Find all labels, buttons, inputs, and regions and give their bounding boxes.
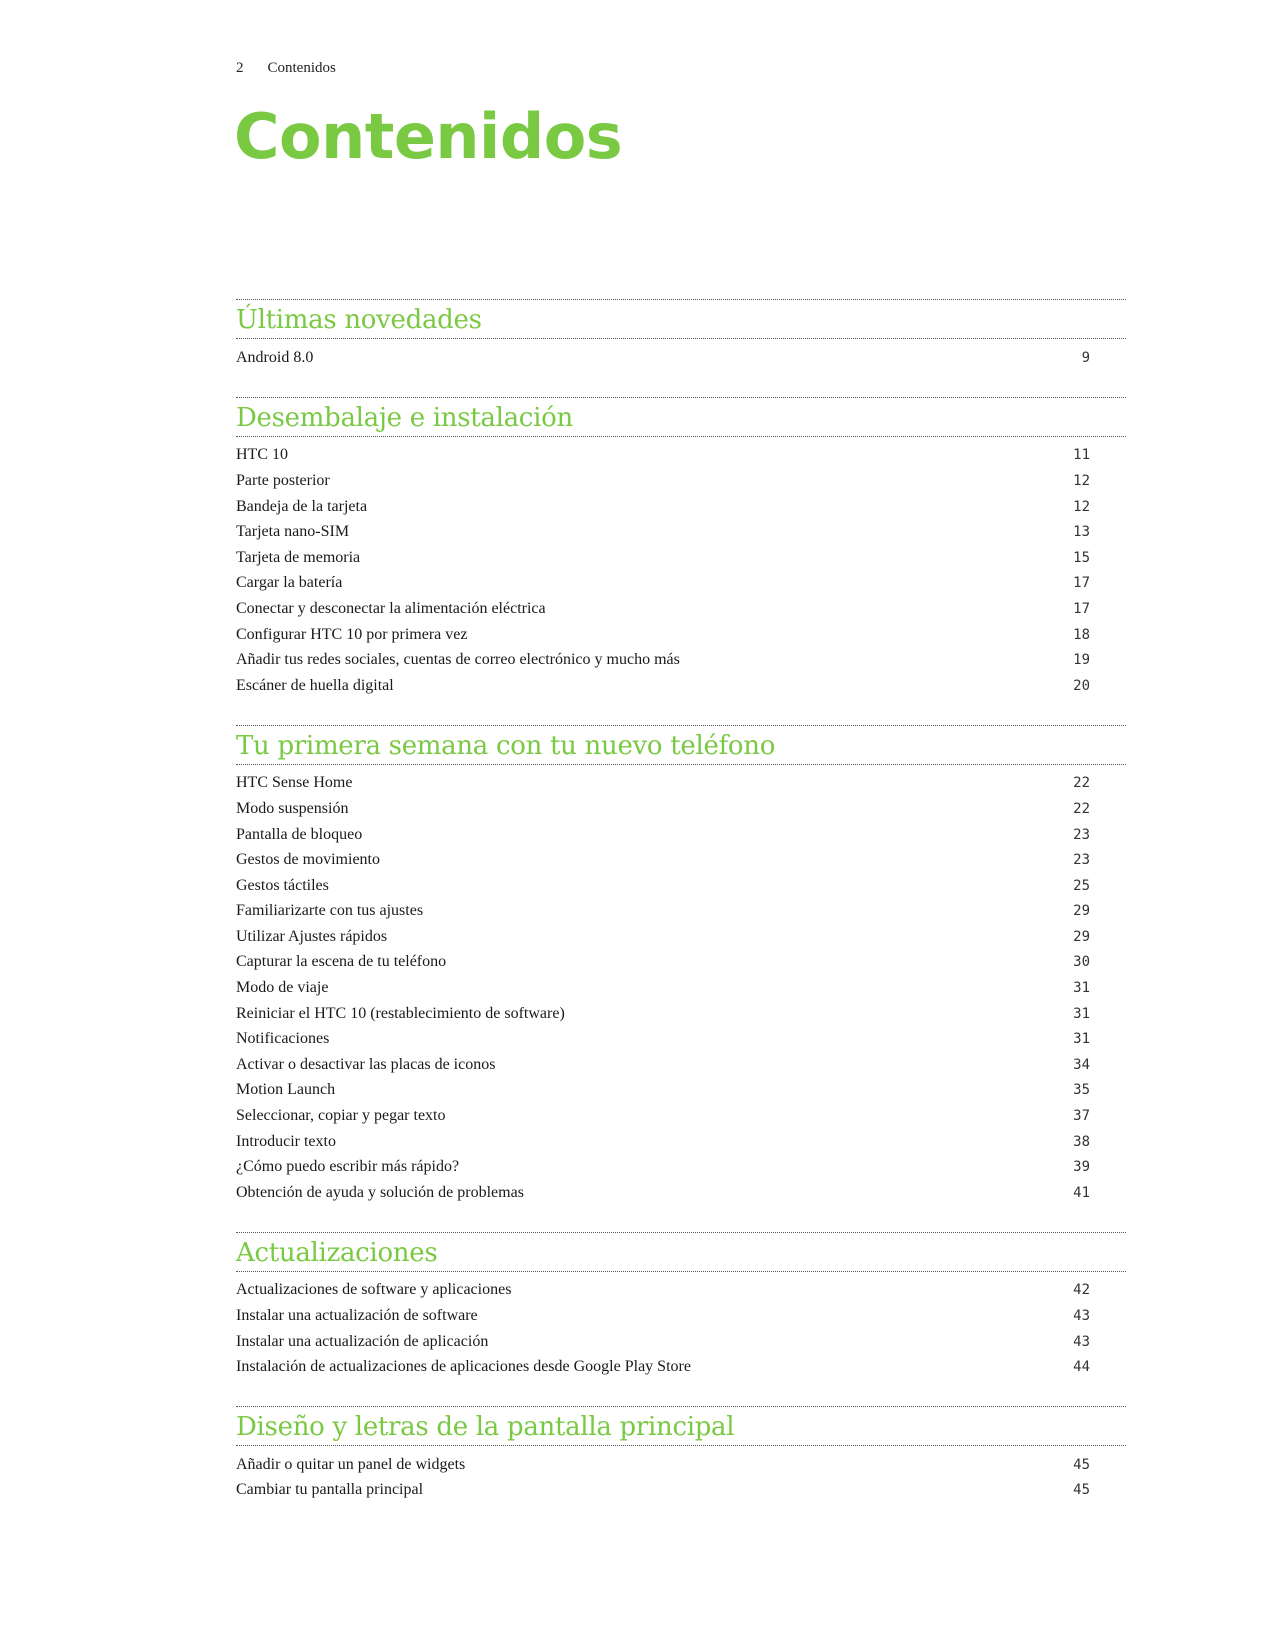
toc-entry-label: Añadir o quitar un panel de widgets: [236, 1455, 466, 1473]
toc-entry-label: Actualizaciones de software y aplicaciones: [236, 1281, 512, 1299]
toc-entry-page-number: 17: [1073, 575, 1090, 592]
toc-entry-page-number: 18: [1073, 626, 1090, 643]
toc-entry-page-number: 45: [1073, 1482, 1090, 1499]
toc-entry-page-number: 41: [1073, 1184, 1090, 1201]
toc-entry[interactable]: [236, 1452, 1126, 1478]
toc-entry[interactable]: [236, 647, 1126, 673]
toc-entry-label: Bandeja de la tarjeta: [236, 497, 368, 515]
toc-section-header: [236, 299, 1126, 339]
toc-entry-page-number: 38: [1073, 1133, 1090, 1150]
toc-entry[interactable]: [236, 673, 1126, 699]
toc-section-title: Desembalaje e instalación: [236, 402, 573, 433]
page-title: Contenidos: [234, 100, 623, 173]
toc-entry-page-number: 23: [1073, 852, 1090, 869]
toc-entry[interactable]: [236, 1026, 1126, 1052]
toc-entry-label: ¿Cómo puedo escribir más rápido?: [236, 1158, 460, 1176]
toc-entry-page-number: 37: [1073, 1108, 1090, 1125]
toc-entry-label: Modo de viaje: [236, 979, 329, 997]
toc-entry-label: Parte posterior: [236, 471, 330, 489]
toc-entry[interactable]: [236, 1180, 1126, 1206]
toc-section: [236, 397, 1126, 699]
page-number: 2: [236, 60, 244, 76]
toc-section: [236, 299, 1126, 371]
toc-entry[interactable]: [236, 1354, 1126, 1380]
toc-entry[interactable]: [236, 345, 1126, 371]
toc-entry-page-number: 25: [1073, 877, 1090, 894]
toc-entry[interactable]: [236, 1303, 1126, 1329]
toc-entry[interactable]: [236, 494, 1126, 520]
toc-entry-label: Cambiar tu pantalla principal: [236, 1481, 424, 1499]
toc-entry-label: Familiarizarte con tus ajustes: [236, 902, 424, 920]
toc-entry[interactable]: [236, 519, 1126, 545]
toc-entry-label: Android 8.0: [236, 348, 314, 366]
toc-entry-page-number: 23: [1073, 826, 1090, 843]
toc-entry[interactable]: [236, 950, 1126, 976]
toc-entry-label: HTC Sense Home: [236, 774, 353, 792]
toc-entry-page-number: 19: [1073, 652, 1090, 669]
toc-entry-page-number: 13: [1073, 524, 1090, 541]
toc-entry[interactable]: [236, 1129, 1126, 1155]
toc-entry[interactable]: [236, 622, 1126, 648]
toc-entry-page-number: 22: [1073, 775, 1090, 792]
toc-entry[interactable]: [236, 571, 1126, 597]
toc-entry[interactable]: [236, 1001, 1126, 1027]
toc-entry[interactable]: [236, 771, 1126, 797]
running-header: [236, 60, 336, 77]
toc-entry-page-number: 34: [1073, 1056, 1090, 1073]
toc-entry[interactable]: [236, 796, 1126, 822]
toc-entry-page-number: 31: [1073, 1005, 1090, 1022]
toc-entry[interactable]: [236, 975, 1126, 1001]
toc-entry-label: Utilizar Ajustes rápidos: [236, 927, 388, 945]
toc-section-header: [236, 1232, 1126, 1272]
toc-section-header: [236, 397, 1126, 437]
toc-entry[interactable]: [236, 468, 1126, 494]
toc-entry-label: Capturar la escena de tu teléfono: [236, 953, 447, 971]
toc-entry[interactable]: [236, 822, 1126, 848]
toc-entry-page-number: 39: [1073, 1159, 1090, 1176]
toc-entry[interactable]: [236, 847, 1126, 873]
toc-entry-page-number: 29: [1073, 928, 1090, 945]
toc-entry[interactable]: [236, 596, 1126, 622]
toc-entry[interactable]: [236, 924, 1126, 950]
toc-entry-page-number: 31: [1073, 1031, 1090, 1048]
toc-entry[interactable]: [236, 1154, 1126, 1180]
toc-entry-page-number: 42: [1073, 1282, 1090, 1299]
toc-entry[interactable]: [236, 1052, 1126, 1078]
toc-entry-label: Activar o desactivar las placas de iconos: [236, 1055, 496, 1073]
toc-section-header: [236, 1406, 1126, 1446]
toc-section: [236, 1232, 1126, 1380]
toc-section: [236, 1406, 1126, 1503]
toc-entry-label: Configurar HTC 10 por primera vez: [236, 625, 468, 643]
toc-entry[interactable]: [236, 1478, 1126, 1504]
toc-entry[interactable]: [236, 443, 1126, 469]
toc-section-title: Tu primera semana con tu nuevo teléfono: [236, 730, 776, 761]
toc-entry-label: Reiniciar el HTC 10 (restablecimiento de software): [236, 1004, 565, 1022]
toc-section-header: [236, 725, 1126, 765]
toc-entry-label: Motion Launch: [236, 1081, 336, 1099]
toc-entry-label: Tarjeta de memoria: [236, 548, 361, 566]
toc-entry-label: Conectar y desconectar la alimentación eléctrica: [236, 599, 546, 617]
toc-entry-page-number: 22: [1073, 800, 1090, 817]
toc-entry-label: Cargar la batería: [236, 574, 343, 592]
toc-entry-label: Añadir tus redes sociales, cuentas de correo electrónico y mucho más: [236, 651, 680, 669]
toc-entry-label: Notificaciones: [236, 1030, 330, 1048]
toc-entry-label: Pantalla de bloqueo: [236, 825, 363, 843]
toc-entry-label: Tarjeta nano-SIM: [236, 523, 350, 541]
toc-entry-page-number: 15: [1073, 549, 1090, 566]
toc-section-title: Diseño y letras de la pantalla principal: [236, 1412, 735, 1442]
toc-entry-label: Instalar una actualización de aplicación: [236, 1332, 489, 1350]
toc-entry-page-number: 12: [1073, 498, 1090, 515]
toc-entry-page-number: 31: [1073, 980, 1090, 997]
toc-entry-page-number: 44: [1073, 1359, 1090, 1376]
toc-section: [236, 725, 1126, 1206]
toc-entry[interactable]: [236, 1103, 1126, 1129]
running-title: Contenidos: [267, 60, 336, 76]
toc-entry-label: Gestos de movimiento: [236, 851, 380, 869]
toc-entry-label: Modo suspensión: [236, 799, 349, 817]
toc-entry-label: Introducir texto: [236, 1132, 336, 1150]
toc-entry-label: Gestos táctiles: [236, 876, 329, 894]
toc-section-title: Actualizaciones: [236, 1237, 438, 1268]
toc-entry-page-number: 43: [1073, 1333, 1090, 1350]
toc-entry-page-number: 45: [1073, 1456, 1090, 1473]
toc-entry[interactable]: [236, 1329, 1126, 1355]
toc-entry-page-number: 35: [1073, 1082, 1090, 1099]
toc-entry-page-number: 9: [1081, 349, 1090, 366]
toc-entry-page-number: 11: [1073, 447, 1090, 464]
toc-entry-label: Seleccionar, copiar y pegar texto: [236, 1107, 446, 1125]
toc-entry-page-number: 12: [1073, 472, 1090, 489]
toc-section-title: Últimas novedades: [236, 305, 482, 335]
toc-entry-label: Escáner de huella digital: [236, 676, 394, 694]
toc-entry-page-number: 20: [1073, 677, 1090, 694]
toc-entry[interactable]: [236, 873, 1126, 899]
toc-entry-page-number: 30: [1073, 954, 1090, 971]
toc-entry-page-number: 43: [1073, 1308, 1090, 1325]
toc-entry-label: Instalación de actualizaciones de aplicaciones desde Google Play Store: [236, 1358, 691, 1376]
toc-entry-page-number: 29: [1073, 903, 1090, 920]
table-of-contents: [236, 299, 1126, 1529]
toc-entry-label: HTC 10: [236, 446, 288, 464]
toc-entry[interactable]: [236, 1078, 1126, 1104]
toc-entry-label: Obtención de ayuda y solución de problemas: [236, 1183, 524, 1201]
toc-entry-page-number: 17: [1073, 600, 1090, 617]
toc-entry-label: Instalar una actualización de software: [236, 1307, 478, 1325]
toc-entry[interactable]: [236, 1278, 1126, 1304]
toc-entry[interactable]: [236, 545, 1126, 571]
toc-entry[interactable]: [236, 899, 1126, 925]
